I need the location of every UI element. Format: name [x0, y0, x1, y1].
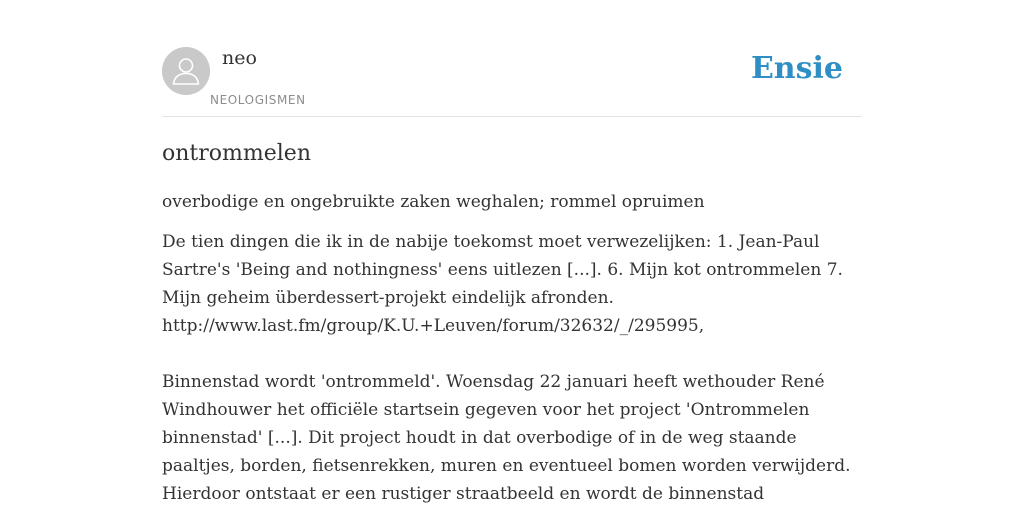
example-line: Windhouwer het officiële startsein gegeven voor het project 'Ontrommelen — [162, 400, 810, 420]
author-name[interactable]: neo — [222, 47, 257, 69]
example-line: Sartre's 'Being and nothingness' eens uitlezen [...]. 6. Mijn kot ontrommelen 7. — [162, 260, 843, 280]
example-line: paaltjes, borden, fietsenrekken, muren en eventueel bomen worden verwijderd. — [162, 456, 851, 476]
entry-term: ontrommelen — [162, 141, 311, 166]
example-source-link[interactable]: http://www.last.fm/group/K.U.+Leuven/forum/32632/_/295995, — [162, 316, 705, 336]
ensie-logo-link[interactable]: Ensie — [750, 51, 843, 86]
example-line: Binnenstad wordt 'ontrommeld'. Woensdag 22 januari heeft wethouder René — [162, 372, 825, 392]
user-icon — [162, 47, 210, 95]
entry-header — [162, 46, 862, 117]
paragraph-spacer — [162, 340, 852, 368]
example-line: binnenstad' [...]. Dit project houdt in dat overbodige of in de weg staande — [162, 428, 797, 448]
example-line: Hierdoor ontstaat er een rustiger straatbeeld en wordt de binnenstad — [162, 484, 765, 504]
entry-definition: overbodige en ongebruikte zaken weghalen; rommel opruimen — [162, 192, 705, 212]
entry-example — [162, 228, 852, 508]
entry-content — [162, 138, 852, 508]
category-label[interactable]: NEOLOGISMEN — [210, 93, 306, 107]
example-line: De tien dingen die ik in de nabije toekomst moet verwezelijken: 1. Jean-Paul — [162, 232, 820, 252]
example-line: Mijn geheim überdessert-projekt eindelijk afronden. — [162, 288, 614, 308]
author-avatar[interactable] — [162, 47, 210, 95]
